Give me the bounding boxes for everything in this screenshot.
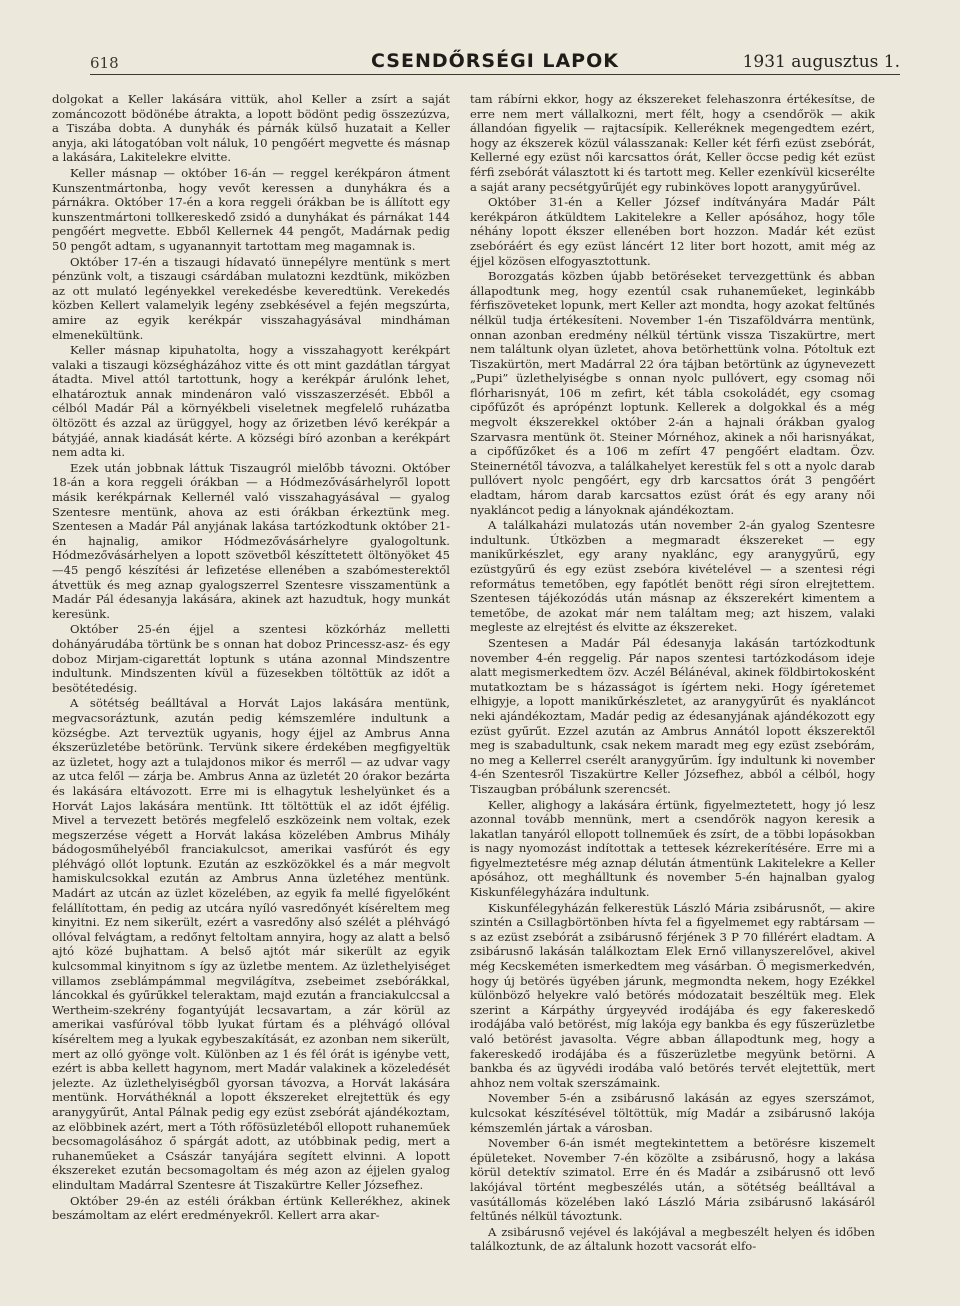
header-rule — [90, 74, 900, 75]
paragraph: Október 29-én az estéli órákban értünk Kellerékhez, akinek beszámoltam az elért eredményekről. Kellert arra akar- — [52, 1193, 450, 1223]
paragraph: Október 25-én éjjel a szentesi közkórház melletti dohányárudába törtünk be s onnan hat doboz Princessz-asz- és egy doboz Mirjam-cigarettát loptunk s utána azonnal Mindszentre indultunk. Mindszenten kívül a füzesekben töltöttük az időt a besötétedésig. — [52, 622, 450, 695]
paragraph: Borozgatás közben újabb betöréseket tervezgettünk és abban állapodtunk meg, hogy ezentúl csak ruhaneműeket, leginkább férfiszöveteket lopunk, mert Keller azt mondta, hogy azokat feltűnés nélkül tudja értékesíteni. November 1-én Tiszaföldvárra mentünk, onnan azonban eredmény nélkül tértünk vissza Tiszakürtre, mert nem találtunk olyan üzletet, ahova betörhettünk volna. Pótoltuk ezt Tiszakürtön, mert Madárral 22 óra tájban betörtünk az úgynevezett „Pupi” üzlethelyiségbe s onnan nyolc pullóvert, egy csomag női flórharisnyát, 106 m zefirt, két tábla csokoládét, egy csomag cipőfűzőt és aprópénzt loptunk. Kellerek a dolgokkal és a még megvolt ékszerekkel október 2-án a hajnali órákban gyalog Szarvasra mentünk öt. Steiner Mórnéhoz, akinek a női harisnyákat, a cipőfűzőket és a 106 m zefírt 47 pengőért eladtam. Özv. Steinernétől távozva, a találkahelyet kerestük fel s ott a nyolc darab pullóvert nyolc pengőért, egy drb karcsattos órát 3 pengőért eladtam, három darab karcsattos ezüst órát és egy arany női nyakláncot pedig a lányoknak ajándékoztam. — [470, 269, 875, 517]
paragraph: November 6-án ismét megtekintettem a betörésre kiszemelt épületeket. November 7-én közölte a zsibárusnő, hogy a lakása körül detektív szimatol. Erre én és Madár a zsibárusnő ott levő lakójával történt megbeszélés után, a sötétség beálltával a vasútállomás közelében lakó László Mária zsibárusnő lakásáról feltűnés nélkül távoztunk. — [470, 1136, 875, 1224]
right-column — [470, 92, 875, 1292]
paragraph: Keller másnap kipuhatolta, hogy a visszahagyott kerékpárt valaki a tiszaugi községházához vitte és ott mint gazdátlan tárgyat átadta. Mivel attól tartottunk, hogy a kerékpár árulónk lehet, elhatároztuk annak mindenáron való visszaszerzését. Ebből a célból Madár Pál a környékbeli viseletnek megfelelő ruházatba öltözött és azzal az ürüggyel, hogy az őrizetben lévő kerékpár a bátyjáé, annak kiadását kérte. A községi bíró azonban a kerékpárt nem adta ki. — [52, 343, 450, 460]
paragraph: Október 31-én a Keller József indítványára Madár Pált kerékpáron átküldtem Lakitelekre a Keller apósához, hogy tőle néhány lopott ékszer ellenében bort hozzon. Madár két ezüst zsebóráért és egy ezüst láncért 12 liter bort hozott, amit még az éjjel közösen elfogyasztottunk. — [470, 195, 875, 268]
paragraph: dolgokat a Keller lakására vittük, ahol Keller a zsírt a saját zománcozott bödönébe átrakta, a lopott bödönt pedig összezúzva, a Tiszába dobta. A dunyhák és párnák külső huzatait a Keller anyja, aki látogatóban volt náluk, 10 pengőért megvette és másnap a lakására, Lakitelekre elvitte. — [52, 92, 450, 165]
publication-title: CSENDŐRSÉGI LAPOK — [371, 50, 619, 72]
paragraph: A találkaházi mulatozás után november 2-án gyalog Szentesre indultunk. Útközben a megmaradt ékszereket — egy manikűrkészlet, egy arany nyaklánc, egy aranygyűrű, egy ezüstgyűrű és egy ezüst zsebóra kivételével — a szentesi régi református temetőben, egy fapótlét benött régi síron elrejtettem. Szentesen tájékozódás után másnap az ékszerekért kimentem a temetőbe, de azokat már nem találtam meg; azt hiszem, valaki megleste az elrejtést és elvitte az ékszereket. — [470, 518, 875, 635]
left-column — [52, 92, 450, 1292]
paragraph: Ezek után jobbnak láttuk Tiszaugról mielőbb távozni. Október 18-án a kora reggeli órákban — a Hódmezővásárhelyről lopott másik kerékpárnak Kellernél való visszahagyásával — gyalog Szentesre mentünk, ahova az esti órákban érkeztünk meg. Szentesen a Madár Pál anyjának lakása tartózkodtunk október 21-én hajnalig, amikor Hódmezővásárhelyre gyalogoltunk. Hódmezővásárhelyen a lopott szövetből készíttetett öltönyöket 45—45 pengő készítési ár lefizetése ellenében a szabómesterektől átvettük és meg aznap gyalogszerrel Szentesre visszamentünk a Madár Pál édesanyja lakására, akinek azt hazudtuk, hogy munkát keresünk. — [52, 460, 450, 621]
paragraph: Október 17-én a tiszaugi hídavató ünnepélyre mentünk s mert pénzünk volt, a tiszaugi csárdában mulatozni kezdtünk, miközben az ott mulató legényekkel verekedésbe keveredtünk. Verekedés közben Kellert valamelyik legény zsebkésével a fején megszúrta, amire az egyik kerékpár visszahagyásával mindháman elmenekültünk. — [52, 254, 450, 342]
paragraph: November 5-én a zsibárusnő lakásán az egyes szerszámot, kulcsokat készítésével töltöttük, míg Madár a zsibárusnő lakója kémszemlén jártak a városban. — [470, 1091, 875, 1135]
paragraph: A sötétség beálltával a Horvát Lajos lakására mentünk, megvacsoráztunk, azután pedig kémszemlére indultunk a községbe. Azt terveztük ugyanis, hogy éjjel az Ambrus Anna ékszerüzletébe betörünk. Tervünk sikere érdekében megfigyeltük az üzletet, hogy azt a tulajdonos mikor és merről — az udvar vagy az utca felől — zárja be. Ambrus Anna az üzletét 20 órakor bezárta és lakására eltávozott. Erre mi is elhagytuk leshelyünket és a Horvát Lajos lakására mentünk. Itt töltöttük el az időt éjfélig. Mivel a tervezett betörés megfelelő eszközeink nem voltak, ezek megszerzése végett a Horvát lakása közelében Ambrus Mihály bádogosműhelyéből franciakulcsot, amerikai vasfúrót és egy pléhvágó ollót loptunk. Ezután az eszközökkel és a már megvolt hamiskulcsokkal ezután az Ambrus Anna üzletéhez mentünk. Madárt az utcán az üzlet közelében, az egyik fa mellé figyelőként felállítottam, én pedig az utcára nyíló vasredőnyét kíséreltem meg kinyitni. Ez nem sikerült, ezért a vasredőny alsó szélét a pléhvágó ollóval felvágtam, a redőnyt feltoltam annyira, hogy az alatt a belső ajtó közé bujhattam. A belső ajtót már sikerült az egyik kulcsommal kinyitnom s így az üzletbe mentem. Az üzlethelyiséget villamos zseblámpámmal megvilágítva, zsebeimet zsebórákkal, láncokkal és gyűrűkkel teleraktam, majd ezután a franciakulccsal a Wertheim-szekrény fogantyúját lecsavartam, a zár körül az amerikai vasfúróval több lyukat fúrtam és a pléhvágó ollóval kíséreltem meg a lyukak egybeszakítását, ez azonban nem sikerült, mert az olló gyönge volt. Különben az 1 és fél órát is igénybe vett, ezért is abba kellett hagynom, mert Madár valakinek a közeledését jelezte. Az üzlethelyiségből gyorsan távozva, a Horvát lakására mentünk. Horváthéknál a lopott ékszereket elrejtettük és egy aranygyűrűt, Antal Pálnak pedig egy ezüst zsebórát ajándékoztam, az elöbbinek azért, mert a Tóth rőfösüzletéből ellopott ruhaneműek becsomagolásához ő spárgát adott, az utóbbinak pedig, mert a ruhaneműeket a Császár tanyájára segített elvinni. A lopott ékszereket ezután becsomagoltam és még azon az éjjelen gyalog elindultam Madárral Szentesre át Tiszakürtre Keller Józsefhez. — [52, 696, 450, 1192]
issue-date: 1931 augusztus 1. — [742, 52, 900, 72]
page-number: 618 — [90, 54, 119, 72]
paragraph: tam rábírni ekkor, hogy az ékszereket felehaszonra értékesítse, de erre nem mert vállalkozni, mert félt, hogy a csendőrök — akik állandóan figyelik — rajtacsípik. Kelleréknek megengedtem ezért, hogy az ékszerek közül válasszanak: Keller két férfi ezüst zsebórát, Kellerné egy ezüst női karcsattos órát, Keller öccse pedig két ezüst férfi zsebórát választott ki és tartott meg. Keller ezenkívül kicserélte a saját arany pecsétgyűrűjét egy rubinköves lopott aranygyűrűvel. — [470, 92, 875, 194]
page-header — [90, 42, 900, 72]
paragraph: Keller másnap — október 16-án — reggel kerékpáron átment Kunszentmártonba, hogy vevőt keressen a dunyhákra és a párnákra. Október 17-én a kora reggeli órákban be is állított egy kunszentmártoni tollkereskedő zsidó a dunyhákat és párnákat 144 pengőért megvette. Ebből Kellernek 44 pengőt, Madárnak pedig 50 pengőt adtam, s ugyanannyit tartottam meg magamnak is. — [52, 165, 450, 253]
paragraph: Kiskunfélegyházán felkerestük László Mária zsibárusnőt, — akire szintén a Csillagbörtönben hívta fel a figyelmemet egy rabtársam — s az ezüst zsebórát a zsibárusnő férjének 3 P 70 fillérért eladtam. A zsibárusnő lakásán találkoztam Elek Ernő villanyszerelővel, akivel még Kecskeméten ismerkedtem meg vásárban. Ő megismerkedvén, hogy új betörés ügyében járunk, megmondta nekem, hogy Ezékkel különböző helyekre való betörés módozatait beszéltük meg. Elek szerint a Kárpáthy úrgyeyvéd irodájába és egy fakereskedő irodájába való betörést, míg lakója egy bankba és egy fűszerüzletbe való betörést javasolta. Végre abban állapodtunk meg, hogy a fakereskedő irodájába és a fűszerüzletbe megyünk betörni. A bankba és az ügyvédi irodába való betörés tervét elejtettük, mert ahhoz nem voltak szerszámaink. — [470, 900, 875, 1090]
paragraph: Szentesen a Madár Pál édesanyja lakásán tartózkodtunk november 4-én reggelig. Pár napos szentesi tartózkodásom ideje alatt megismerkedtem özv. Aczél Bélánéval, akinek földbirtokosként mutatkoztam be s házasságot is ígértem neki. Hogy ígéretemet elhigyje, a lopott manikűrkészletet, az aranygyűrűt és nyakláncot neki ajándékoztam, Madár pedig az édesanyjának ajándékozott egy ezüst gyűrűt. Ezzel azután az Ambrus Annától lopott ékszerektől meg is szabadultunk, csak nekem maradt meg egy ezüst zsebórám, no meg a Kellerrel cserélt aranygyűrűm. Így indultunk ki november 4-én Szentesről Tiszakürtre Keller Józsefhez, abból a célból, hogy Tiszaugban próbálunk szerencsét. — [470, 635, 875, 796]
paragraph: A zsibárusnő vejével és lakójával a megbeszélt helyen és időben találkoztunk, de az általunk hozott vacsorát elfo- — [470, 1224, 875, 1254]
paragraph: Keller, alighogy a lakására értünk, figyelmeztetett, hogy jó lesz azonnal tovább mennünk, mert a csendőrök nagyon keresik a lakatlan tanyáról ellopott tollneműek és zsírt, de a többi lopásokban is nagy nyomozást indítottak a tettesek kézrekerítésére. Erre mi a figyelmeztetésre még aznap délután átmentünk Lakitelekre a Keller apósához, ott meghálltunk és november 5-én hajnalban gyalog Kiskunfélegyházára indultunk. — [470, 797, 875, 900]
